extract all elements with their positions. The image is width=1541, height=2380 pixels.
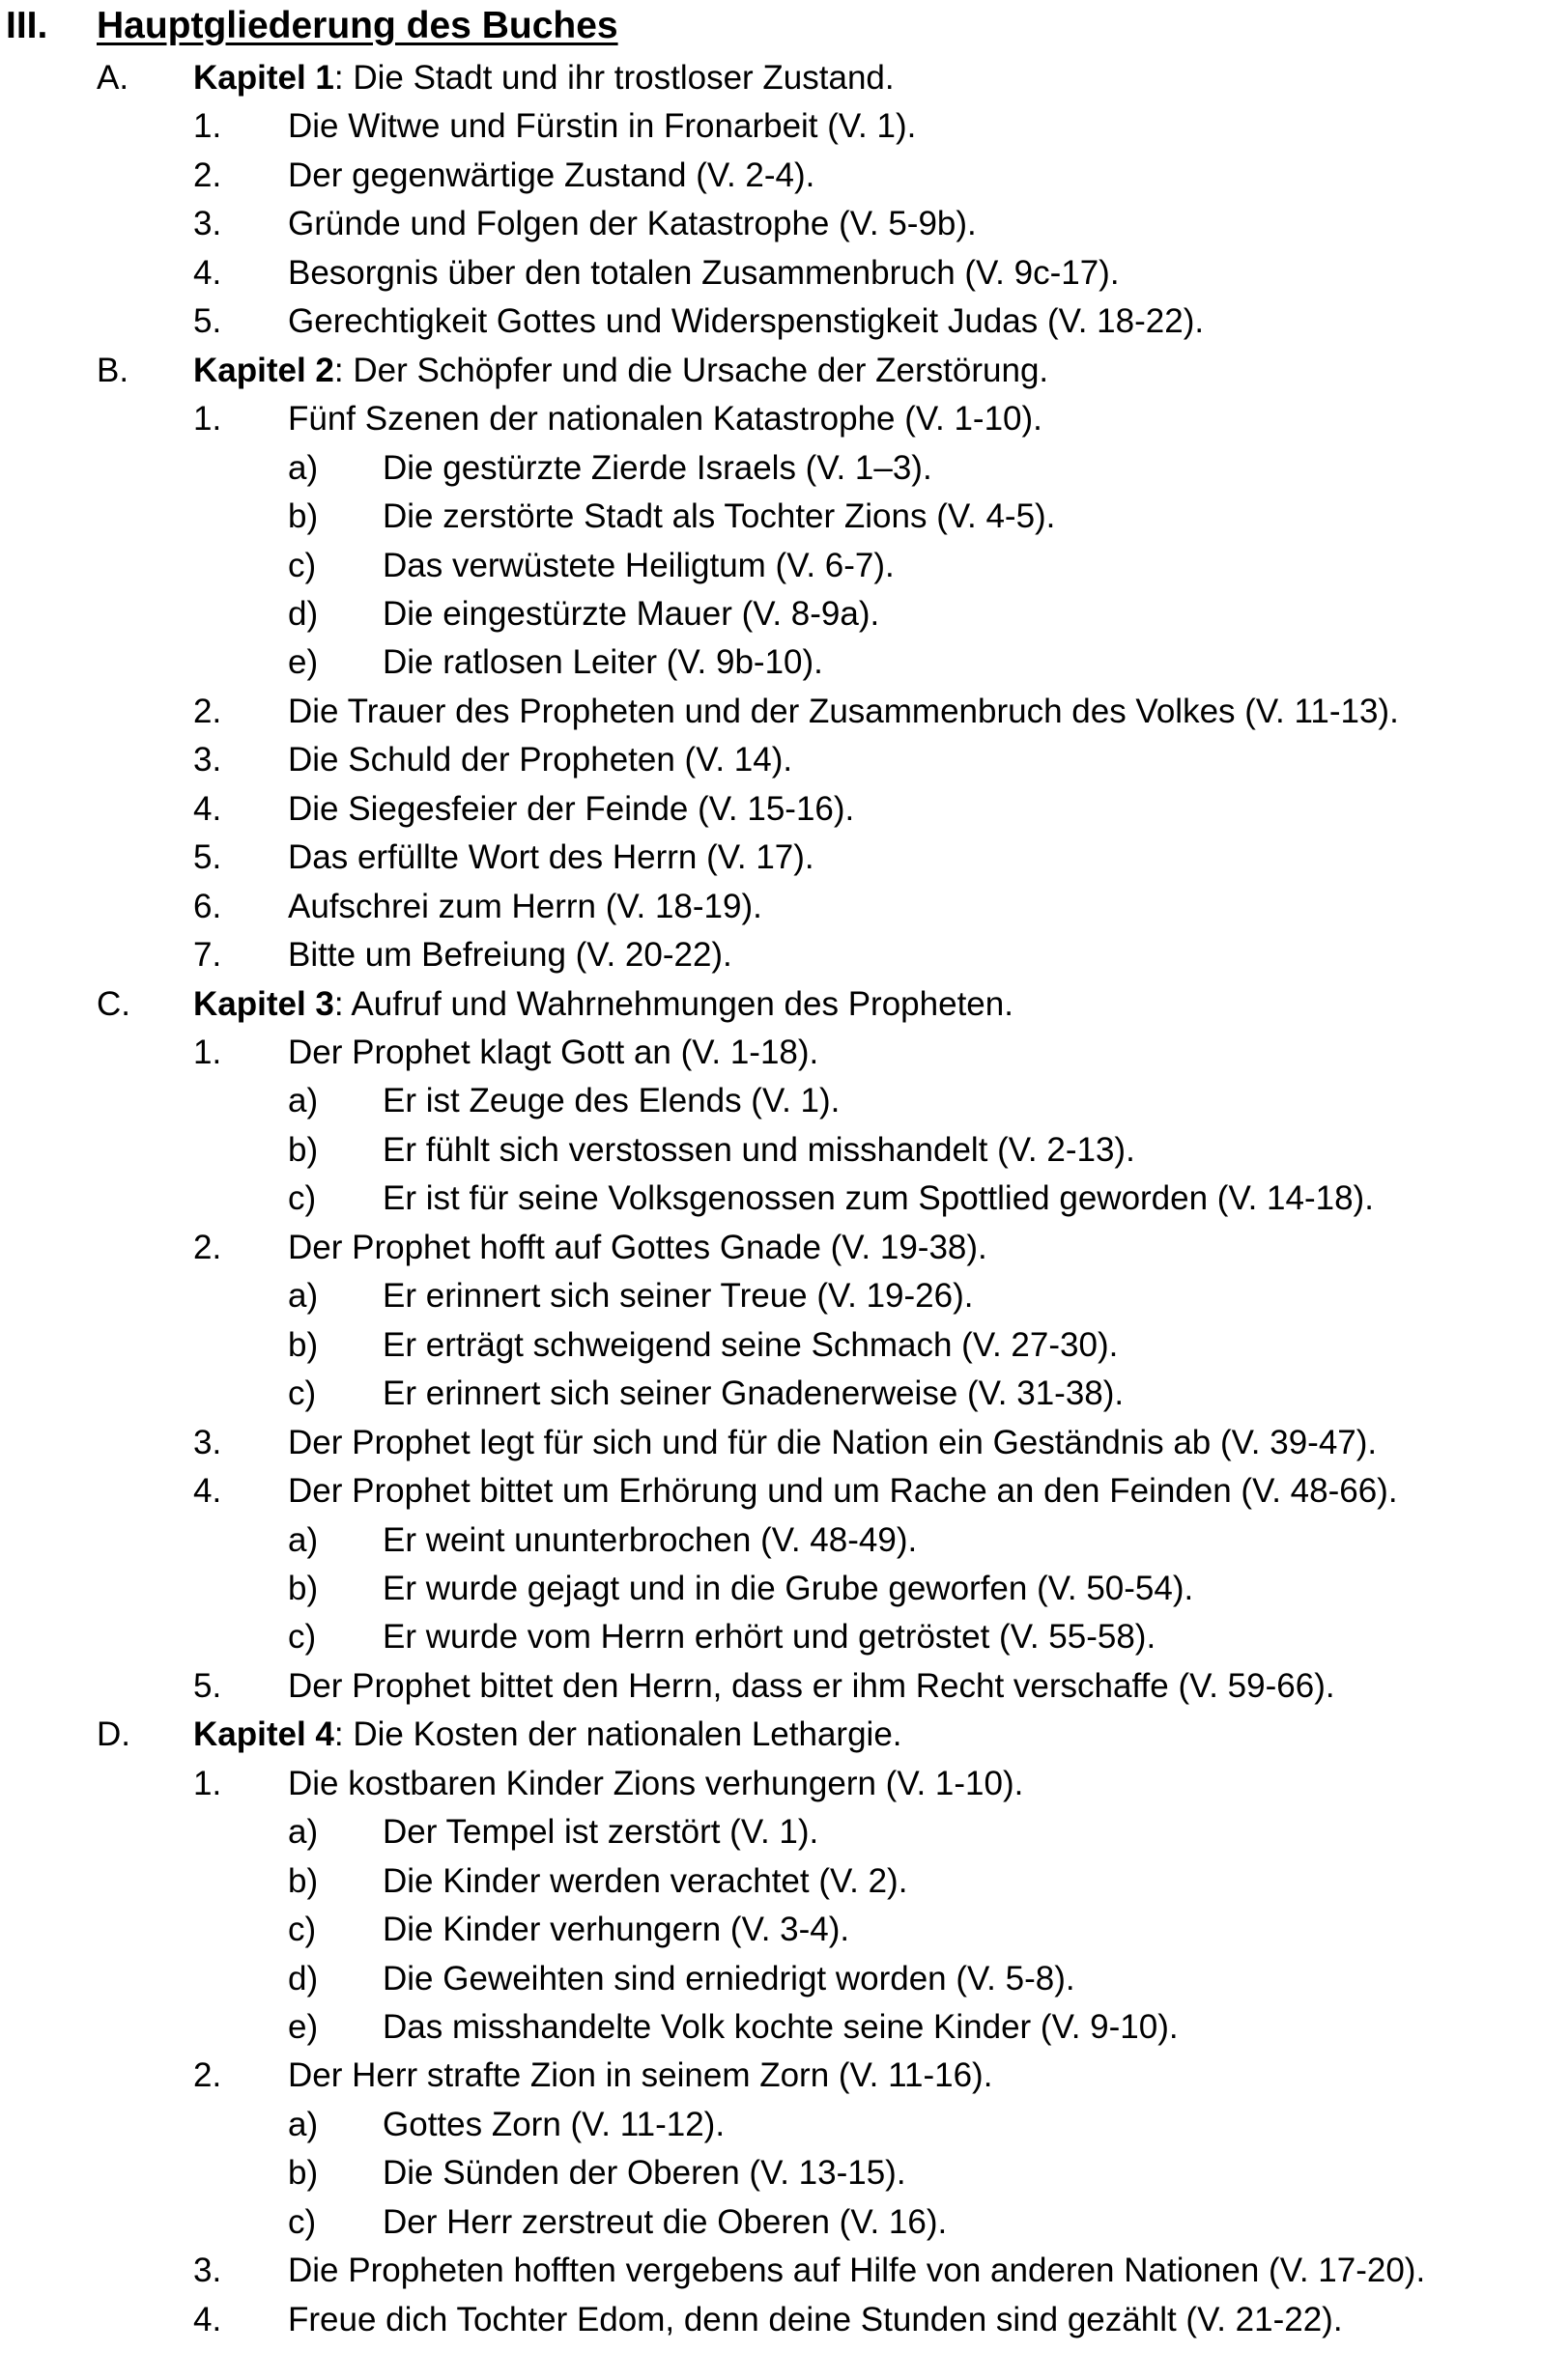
point-text: Der Prophet klagt Gott an (V. 1-18). [288, 1034, 819, 1071]
point-text: Der Prophet legt für sich und für die Nation ein Geständnis ab (V. 39-47). [288, 1423, 1378, 1461]
point-number: 1. [193, 107, 222, 146]
point-number: 5. [193, 1666, 222, 1705]
subpoint-letter: a) [288, 2105, 319, 2143]
chapter-label: Kapitel 2 [193, 351, 334, 389]
point-number: 4. [193, 789, 222, 828]
subpoint-text: Das verwüstete Heiligtum (V. 6-7). [383, 546, 895, 584]
subpoint-letter: a) [288, 1082, 319, 1120]
subpoint-letter: b) [288, 497, 319, 536]
chapter-letter: D. [97, 1715, 130, 1754]
subpoint-text: Die zerstörte Stadt als Tochter Zions (V. 4-5). [383, 497, 1056, 536]
subpoint-text: Die eingestürzte Mauer (V. 8-9a). [383, 594, 880, 633]
point-number: 2. [193, 1228, 222, 1266]
section-number: III. [6, 5, 48, 46]
point-number: 2. [193, 692, 222, 730]
point-text: Gerechtigkeit Gottes und Widerspenstigkeit Judas (V. 18-22). [288, 302, 1205, 341]
subpoint-text: Er wurde vom Herrn erhört und getröstet (V. 55-58). [383, 1618, 1156, 1657]
point-number: 5. [193, 302, 222, 341]
subpoint-text: Er ist für seine Volksgenossen zum Spottlied geworden (V. 14-18). [383, 1179, 1374, 1218]
point-text: Die kostbaren Kinder Zions verhungern (V. 1-10). [288, 1764, 1024, 1802]
subpoint-text: Er wurde gejagt und in die Grube geworfen (V. 50-54). [383, 1569, 1194, 1607]
point-text: Fünf Szenen der nationalen Katastrophe (V. 1-10). [288, 400, 1042, 439]
subpoint-letter: a) [288, 1813, 319, 1852]
chapter-letter: A. [97, 59, 129, 97]
subpoint-text: Die Sünden der Oberen (V. 13-15). [383, 2154, 906, 2193]
point-text: Bitte um Befreiung (V. 20-22). [288, 936, 732, 975]
chapter-title [193, 54, 895, 102]
subpoint-text: Die ratlosen Leiter (V. 9b-10). [383, 643, 823, 682]
point-text: Die Trauer des Propheten und der Zusammenbruch des Volkes (V. 11-13). [288, 692, 1399, 730]
point-number: 2. [193, 2056, 222, 2095]
point-text: Freue dich Tochter Edom, denn deine Stunden sind gezählt (V. 21-22). [288, 2300, 1343, 2338]
point-number: 2. [193, 156, 222, 194]
point-text: Der gegenwärtige Zustand (V. 2-4). [288, 156, 815, 194]
point-number: 5. [193, 838, 222, 877]
point-number: 1. [193, 1764, 222, 1802]
subpoint-text: Die Kinder verhungern (V. 3-4). [383, 1911, 850, 1949]
point-number: 3. [193, 205, 222, 243]
chapter-label: Kapitel 1 [193, 59, 334, 97]
subpoint-letter: b) [288, 1325, 319, 1364]
subpoint-text: Er erträgt schweigend seine Schmach (V. 27-30). [383, 1325, 1119, 1364]
subpoint-letter: a) [288, 1520, 319, 1559]
point-number: 4. [193, 2300, 222, 2338]
subpoint-text: Die Geweihten sind erniedrigt worden (V. 5-8). [383, 1959, 1075, 1998]
subpoint-text: Der Herr zerstreut die Oberen (V. 16). [383, 2202, 948, 2241]
chapter-title [193, 980, 1013, 1029]
chapter-description: : Aufruf und Wahrnehmungen des Propheten. [333, 984, 1013, 1023]
point-text: Die Propheten hofften vergebens auf Hilfe von anderen Nationen (V. 17-20). [288, 2252, 1426, 2290]
chapter-label: Kapitel 4 [193, 1715, 334, 1754]
chapter-description: : Die Stadt und ihr trostloser Zustand. [333, 59, 895, 97]
point-number: 3. [193, 2252, 222, 2290]
subpoint-text: Er ist Zeuge des Elends (V. 1). [383, 1082, 841, 1120]
subpoint-text: Der Tempel ist zerstört (V. 1). [383, 1813, 819, 1852]
subpoint-letter: d) [288, 1959, 319, 1998]
chapter-title [193, 347, 1048, 395]
subpoint-letter: b) [288, 1130, 319, 1169]
subpoint-text: Die Kinder werden verachtet (V. 2). [383, 1861, 908, 1900]
point-text: Aufschrei zum Herrn (V. 18-19). [288, 887, 762, 925]
chapter-title [193, 1711, 902, 1759]
chapter-letter: B. [97, 351, 129, 389]
point-text: Besorgnis über den totalen Zusammenbruch (V. 9c-17). [288, 253, 1120, 292]
subpoint-letter: d) [288, 594, 319, 633]
subpoint-letter: a) [288, 448, 319, 487]
point-text: Der Prophet bittet um Erhörung und um Rache an den Feinden (V. 48-66). [288, 1472, 1398, 1511]
subpoint-text: Gottes Zorn (V. 11-12). [383, 2105, 726, 2143]
subpoint-text: Die gestürzte Zierde Israels (V. 1–3). [383, 448, 932, 487]
chapter-description: : Die Kosten der nationalen Lethargie. [333, 1715, 902, 1754]
subpoint-letter: b) [288, 1569, 319, 1607]
point-number: 3. [193, 741, 222, 779]
point-number: 4. [193, 1472, 222, 1511]
point-text: Gründe und Folgen der Katastrophe (V. 5-9b). [288, 205, 977, 243]
subpoint-text: Er weint ununterbrochen (V. 48-49). [383, 1520, 918, 1559]
subpoint-letter: b) [288, 2154, 319, 2193]
point-text: Der Herr strafte Zion in seinem Zorn (V. 11-16). [288, 2056, 993, 2095]
subpoint-letter: e) [288, 643, 319, 682]
subpoint-text: Das misshandelte Volk kochte seine Kinder (V. 9-10). [383, 2008, 1179, 2046]
point-number: 7. [193, 936, 222, 975]
point-text: Das erfüllte Wort des Herrn (V. 17). [288, 838, 814, 877]
subpoint-letter: e) [288, 2008, 319, 2046]
point-text: Der Prophet bittet den Herrn, dass er ihm Recht verschaffe (V. 59-66). [288, 1666, 1335, 1705]
subpoint-letter: c) [288, 2202, 317, 2241]
point-number: 4. [193, 253, 222, 292]
subpoint-letter: a) [288, 1277, 319, 1316]
subpoint-text: Er erinnert sich seiner Gnadenerweise (V. 31-38). [383, 1374, 1125, 1413]
chapter-description: : Der Schöpfer und die Ursache der Zerstörung. [333, 351, 1049, 389]
point-text: Der Prophet hofft auf Gottes Gnade (V. 19-38). [288, 1228, 987, 1266]
subpoint-letter: c) [288, 1911, 317, 1949]
subpoint-letter: c) [288, 1179, 317, 1218]
subpoint-letter: c) [288, 546, 317, 584]
point-number: 6. [193, 887, 222, 925]
subpoint-letter: c) [288, 1374, 317, 1413]
subpoint-letter: b) [288, 1861, 319, 1900]
chapter-letter: C. [97, 984, 130, 1023]
subpoint-text: Er erinnert sich seiner Treue (V. 19-26). [383, 1277, 974, 1316]
point-number: 3. [193, 1423, 222, 1461]
point-text: Die Schuld der Propheten (V. 14). [288, 741, 793, 779]
chapter-label: Kapitel 3 [193, 984, 334, 1023]
point-number: 1. [193, 1034, 222, 1071]
subpoint-letter: c) [288, 1618, 317, 1657]
point-text: Die Siegesfeier der Feinde (V. 15-16). [288, 789, 855, 828]
point-number: 1. [193, 400, 222, 439]
subpoint-text: Er fühlt sich verstossen und misshandelt (V. 2-13). [383, 1130, 1135, 1169]
point-text: Die Witwe und Fürstin in Fronarbeit (V. 1). [288, 107, 917, 146]
section-title: Hauptgliederung des Buches [97, 5, 618, 46]
